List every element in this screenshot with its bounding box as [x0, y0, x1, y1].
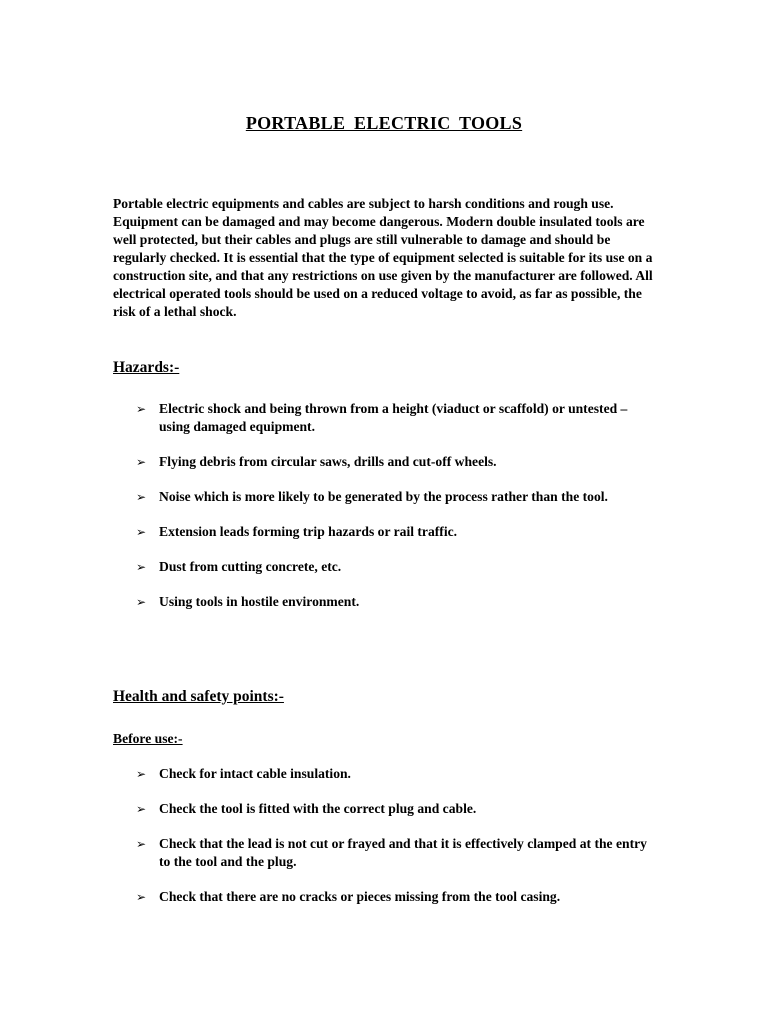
- list-item: [136, 523, 656, 541]
- list-item: [136, 400, 656, 436]
- list-item: [136, 453, 656, 471]
- hazards-list: [136, 400, 656, 628]
- arrow-bullet-icon: ➢: [136, 767, 147, 781]
- list-item-text: Dust from cutting concrete, etc.: [159, 559, 342, 574]
- list-item-text: Electric shock and being thrown from a height (viaduct or scaffold) or untested – using damaged equipment.: [159, 401, 628, 434]
- arrow-bullet-icon: ➢: [136, 560, 147, 574]
- page-title: PORTABLE ELECTRIC TOOLS: [245, 113, 523, 133]
- list-item: [136, 800, 656, 818]
- arrow-bullet-icon: ➢: [136, 802, 147, 816]
- before-use-list: [136, 765, 656, 923]
- list-item-text: Flying debris from circular saws, drills and cut-off wheels.: [159, 454, 497, 469]
- arrow-bullet-icon: ➢: [136, 525, 147, 539]
- arrow-bullet-icon: ➢: [136, 490, 147, 504]
- list-item: [136, 765, 656, 783]
- arrow-bullet-icon: ➢: [136, 890, 147, 904]
- list-item: [136, 835, 656, 871]
- list-item: [136, 558, 656, 576]
- list-item-text: Noise which is more likely to be generated by the process rather than the tool.: [159, 489, 608, 504]
- list-item-text: Extension leads forming trip hazards or rail traffic.: [159, 524, 458, 539]
- list-item-text: Check the tool is fitted with the correct plug and cable.: [159, 801, 477, 816]
- list-item-text: Check for intact cable insulation.: [159, 766, 351, 781]
- list-item-text: Check that there are no cracks or pieces missing from the tool casing.: [159, 889, 561, 904]
- list-item: [136, 488, 656, 506]
- intro-paragraph: Portable electric equipments and cables are subject to harsh conditions and rough use. Equipment can be damaged and may become dangerous. Modern double insulated tools are well protected, but their cables and plugs are still vulnerable to damage and should be regularly checked. It is essential that the type of equipment selected is suitable for its use on a construction site, and that any restrictions on use given by the manufacturer are followed. All electrical operated tools should be used on a reduced voltage to avoid, as far as possible, the risk of a lethal shock.: [113, 196, 653, 319]
- arrow-bullet-icon: ➢: [136, 837, 147, 851]
- arrow-bullet-icon: ➢: [136, 455, 147, 469]
- list-item: [136, 888, 656, 906]
- arrow-bullet-icon: ➢: [136, 595, 147, 609]
- list-item-text: Check that the lead is not cut or frayed and that it is effectively clamped at the entry to the tool and the plug.: [159, 836, 647, 869]
- list-item-text: Using tools in hostile environment.: [159, 594, 360, 609]
- before-use-heading: Before use:-: [113, 731, 183, 746]
- hazards-heading: Hazards:-: [113, 359, 180, 376]
- list-item: [136, 593, 656, 611]
- health-safety-heading: Health and safety points:-: [113, 688, 284, 705]
- arrow-bullet-icon: ➢: [136, 402, 147, 416]
